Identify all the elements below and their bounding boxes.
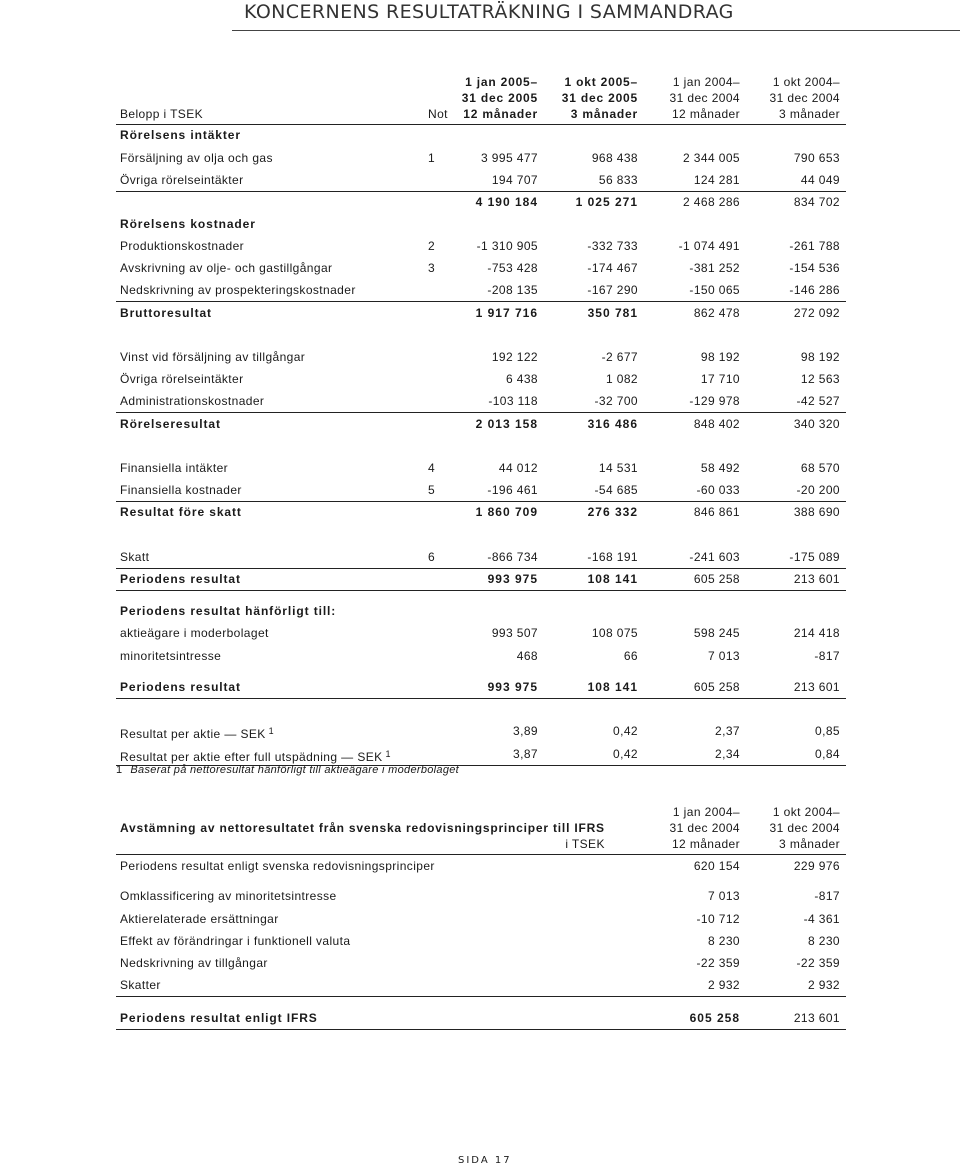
- recon-row-wrap: [116, 908, 846, 930]
- row-value-col-3: -60 033: [696, 483, 740, 497]
- income-row: [116, 600, 846, 622]
- row-value-col-1: 4 190 184: [475, 195, 538, 209]
- recon-row-wrap: [116, 885, 846, 907]
- row-value-col-1: -1 310 905: [476, 239, 538, 253]
- income-row: [116, 279, 846, 302]
- row-value-col-1: 3,89: [513, 724, 538, 738]
- income-row-wrap: [116, 368, 846, 390]
- row-value-col-4: 68 570: [800, 461, 840, 475]
- recon-value-col-1: 2 932: [707, 978, 740, 992]
- row-value-col-2: 1 082: [605, 372, 638, 386]
- row-value-col-1: -866 734: [487, 550, 538, 564]
- row-value-col-1: 1 860 709: [475, 505, 538, 519]
- row-label: Finansiella kostnader: [120, 483, 242, 497]
- row-value-col-4: 834 702: [793, 195, 840, 209]
- row-label: Övriga rörelseintäkter: [120, 173, 244, 187]
- row-value-col-3: 862 478: [693, 306, 740, 320]
- income-row: [116, 169, 846, 192]
- income-row-wrap: [116, 279, 846, 302]
- row-value-col-2: -168 191: [587, 550, 638, 564]
- row-value-col-4: 12 563: [800, 372, 840, 386]
- footnote-ref: 1: [268, 726, 275, 736]
- income-row-wrap: [116, 346, 846, 368]
- header-row: [116, 70, 846, 125]
- row-value-col-1: 1 917 716: [475, 306, 538, 320]
- row-value-col-4: 388 690: [793, 505, 840, 519]
- recon-row-wrap: [116, 952, 846, 974]
- income-row-wrap: [116, 720, 846, 742]
- header-label: Belopp i TSEK: [120, 107, 204, 121]
- header-col-1: 1 jan 2005– 31 dec 2005 12 månader: [461, 75, 538, 121]
- row-value-col-2: 0,42: [613, 747, 638, 761]
- row-value-col-3: -381 252: [689, 261, 740, 275]
- row-value-col-3: 124 281: [693, 173, 740, 187]
- row-value-col-3: -129 978: [689, 394, 740, 408]
- income-row: [116, 191, 846, 213]
- row-value-col-2: 56 833: [598, 173, 638, 187]
- recon-value-col-2: -22 359: [796, 956, 840, 970]
- income-row: [116, 413, 846, 435]
- recon-row-label: Skatter: [120, 978, 161, 992]
- row-value-col-1: 2 013 158: [475, 417, 538, 431]
- income-row: [116, 368, 846, 390]
- row-value-col-3: 2,34: [715, 747, 740, 761]
- recon-row: [116, 1007, 846, 1030]
- row-value-col-3: -241 603: [689, 550, 740, 564]
- income-row-wrap: [116, 645, 846, 667]
- row-value-col-3: 98 192: [700, 350, 740, 364]
- row-value-col-4: 213 601: [793, 680, 840, 694]
- row-note: 3: [428, 261, 436, 275]
- recon-value-col-1: 620 154: [693, 859, 740, 873]
- row-value-col-1: 194 707: [491, 173, 538, 187]
- income-row-wrap: [116, 191, 846, 213]
- income-row-wrap: [116, 622, 846, 644]
- income-row-wrap: [116, 235, 846, 257]
- row-label: Periodens resultat: [120, 680, 241, 694]
- recon-row: [116, 855, 846, 877]
- header-col-4: 1 okt 2004– 31 dec 2004 3 månader: [769, 75, 840, 121]
- row-value-col-3: 17 710: [700, 372, 740, 386]
- row-value-col-2: 276 332: [587, 505, 638, 519]
- recon-row-label: Effekt av förändringar i funktionell valuta: [120, 934, 351, 948]
- row-value-col-4: 44 049: [800, 173, 840, 187]
- recon-header-col-1: 1 jan 2004– 31 dec 2004 12 månader: [669, 805, 740, 851]
- row-value-col-4: -817: [814, 649, 840, 663]
- header-col-2: 1 okt 2005– 31 dec 2005 3 månader: [561, 75, 638, 121]
- row-note: 4: [428, 461, 436, 475]
- row-value-col-1: 468: [516, 649, 538, 663]
- row-value-col-4: 213 601: [793, 572, 840, 586]
- row-value-col-2: 108 141: [587, 680, 638, 694]
- recon-header-col-2: 1 okt 2004– 31 dec 2004 3 månader: [769, 805, 840, 851]
- row-value-col-4: 214 418: [793, 626, 840, 640]
- income-row-wrap: [116, 147, 846, 169]
- income-row: [116, 346, 846, 368]
- row-label: Vinst vid försäljning av tillgångar: [120, 350, 306, 364]
- title-rule: [232, 30, 960, 31]
- row-value-col-4: 98 192: [800, 350, 840, 364]
- header-col-3: 1 jan 2004– 31 dec 2004 12 månader: [669, 75, 740, 121]
- row-value-col-4: -261 788: [789, 239, 840, 253]
- row-value-col-3: 605 258: [693, 680, 740, 694]
- income-row: [116, 546, 846, 569]
- recon-value-col-2: -4 361: [803, 912, 840, 926]
- row-value-col-2: -174 467: [587, 261, 638, 275]
- row-note: 5: [428, 483, 436, 497]
- recon-row: [116, 952, 846, 974]
- recon-row-label: Omklassificering av minoritetsintresse: [120, 889, 337, 903]
- row-value-col-3: 7 013: [707, 649, 740, 663]
- income-row-wrap: [116, 546, 846, 569]
- recon-row-wrap: [116, 930, 846, 952]
- row-note: 6: [428, 550, 436, 564]
- recon-row-wrap: [116, 1007, 846, 1030]
- recon-title: Avstämning av nettoresultatet från svenska redovisningsprinciper till IFRS i TSEK: [120, 821, 605, 851]
- row-value-col-2: 0,42: [613, 724, 638, 738]
- footnote-text: Baserat på nettoresultat hänförligt till aktieägare i moderbolaget: [130, 764, 460, 776]
- row-label: Nedskrivning av prospekteringskostnader: [120, 283, 356, 297]
- income-row: [116, 147, 846, 169]
- row-value-col-1: 993 507: [491, 626, 538, 640]
- income-statement-header: [116, 70, 846, 125]
- income-row-wrap: [116, 213, 846, 235]
- income-row-wrap: [116, 124, 846, 146]
- row-value-col-1: 6 438: [505, 372, 538, 386]
- income-row: [116, 302, 846, 324]
- income-row: [116, 645, 846, 667]
- row-value-col-4: 0,85: [815, 724, 840, 738]
- footnote-ref: 1: [385, 749, 391, 759]
- income-row: [116, 479, 846, 502]
- row-value-col-3: 58 492: [700, 461, 740, 475]
- recon-row: [116, 930, 846, 952]
- row-value-col-2: -2 677: [601, 350, 638, 364]
- row-value-col-3: 2,37: [715, 724, 740, 738]
- income-row: [116, 568, 846, 591]
- recon-row: [116, 974, 846, 997]
- row-value-col-2: 968 438: [591, 151, 638, 165]
- recon-row: [116, 885, 846, 907]
- row-label: Finansiella intäkter: [120, 461, 229, 475]
- row-value-col-2: 108 075: [591, 626, 638, 640]
- row-value-col-1: -208 135: [487, 283, 538, 297]
- income-row-wrap: [116, 600, 846, 622]
- income-row-wrap: [116, 169, 846, 192]
- recon-row-label: Nedskrivning av tillgångar: [120, 956, 268, 970]
- income-row-wrap: [116, 302, 846, 324]
- income-row: [116, 457, 846, 479]
- income-row-wrap: [116, 257, 846, 279]
- row-value-col-3: 848 402: [693, 417, 740, 431]
- row-value-col-4: -146 286: [789, 283, 840, 297]
- row-label: Resultat före skatt: [120, 505, 242, 519]
- row-value-col-3: 2 468 286: [683, 195, 740, 209]
- income-row-wrap: [116, 457, 846, 479]
- recon-value-col-1: 8 230: [707, 934, 740, 948]
- row-label: Skatt: [120, 550, 150, 564]
- income-row-wrap: [116, 390, 846, 413]
- recon-value-col-1: -22 359: [696, 956, 740, 970]
- row-value-col-2: 350 781: [587, 306, 638, 320]
- header-note: Not: [428, 107, 448, 121]
- recon-value-col-1: 605 258: [689, 1011, 740, 1025]
- row-value-col-2: 66: [623, 649, 638, 663]
- recon-row-wrap: [116, 855, 846, 877]
- row-value-col-1: -196 461: [487, 483, 538, 497]
- row-label: Försäljning av olja och gas: [120, 151, 273, 165]
- income-row: [116, 622, 846, 644]
- row-label: Bruttoresultat: [120, 306, 212, 320]
- income-row: [116, 743, 846, 766]
- income-row-wrap: [116, 568, 846, 591]
- row-label: Resultat per aktie efter full utspädning — SEK $^1$: [120, 749, 391, 764]
- row-label: Avskrivning av olje- och gastillgångar: [120, 261, 333, 275]
- row-value-col-4: 790 653: [793, 151, 840, 165]
- recon-header-row: [116, 800, 846, 855]
- recon-row-wrap: [116, 974, 846, 997]
- row-value-col-4: -175 089: [789, 550, 840, 564]
- row-label: Resultat per aktie — SEK $^1$: [120, 726, 275, 741]
- row-label: Periodens resultat hänförligt till:: [120, 604, 337, 618]
- row-value-col-2: 316 486: [587, 417, 638, 431]
- recon-value-col-2: 213 601: [793, 1011, 840, 1025]
- row-value-col-3: -1 074 491: [678, 239, 740, 253]
- row-value-col-4: -42 527: [796, 394, 840, 408]
- row-value-col-4: 272 092: [793, 306, 840, 320]
- income-row-wrap: [116, 501, 846, 523]
- income-row: [116, 124, 846, 146]
- recon-row: [116, 908, 846, 930]
- income-row: [116, 720, 846, 742]
- row-value-col-4: 340 320: [793, 417, 840, 431]
- recon-row-label: Periodens resultat enligt IFRS: [120, 1011, 318, 1025]
- row-value-col-1: 993 975: [487, 572, 538, 586]
- row-label: Rörelsens intäkter: [120, 128, 241, 142]
- row-value-col-3: 605 258: [693, 572, 740, 586]
- row-value-col-1: 3 995 477: [481, 151, 538, 165]
- income-row: [116, 235, 846, 257]
- row-note: 1: [428, 151, 436, 165]
- row-value-col-1: 44 012: [498, 461, 538, 475]
- income-row-wrap: [116, 413, 846, 435]
- row-value-col-1: 3,87: [513, 747, 538, 761]
- row-label: Administrationskostnader: [120, 394, 265, 408]
- row-value-col-1: -753 428: [487, 261, 538, 275]
- row-value-col-2: 108 141: [587, 572, 638, 586]
- page-title: KONCERNENS RESULTATRÄKNING I SAMMANDRAG: [244, 1, 734, 23]
- row-value-col-3: -150 065: [689, 283, 740, 297]
- row-label: Rörelseresultat: [120, 417, 221, 431]
- row-value-col-2: 14 531: [598, 461, 638, 475]
- row-value-col-4: -154 536: [789, 261, 840, 275]
- row-value-col-1: 993 975: [487, 680, 538, 694]
- row-value-col-3: 598 245: [693, 626, 740, 640]
- recon-value-col-2: 2 932: [807, 978, 840, 992]
- reconciliation-header: [116, 800, 846, 855]
- row-value-col-3: 846 861: [693, 505, 740, 519]
- income-row: [116, 213, 846, 235]
- income-row: [116, 676, 846, 699]
- recon-value-col-1: -10 712: [696, 912, 740, 926]
- row-value-col-1: -103 118: [488, 394, 538, 408]
- recon-row-label: Aktierelaterade ersättningar: [120, 912, 279, 926]
- recon-value-col-2: 229 976: [793, 859, 840, 873]
- row-value-col-2: -332 733: [587, 239, 638, 253]
- recon-row-label: Periodens resultat enligt svenska redovisningsprinciper: [120, 859, 435, 873]
- recon-value-col-2: -817: [814, 889, 840, 903]
- row-value-col-4: -20 200: [796, 483, 840, 497]
- row-note: 2: [428, 239, 436, 253]
- footnote-marker: 1: [116, 764, 123, 776]
- recon-value-col-2: 8 230: [807, 934, 840, 948]
- row-label: Periodens resultat: [120, 572, 241, 586]
- recon-value-col-1: 7 013: [707, 889, 740, 903]
- row-label: aktieägare i moderbolaget: [120, 626, 269, 640]
- row-value-col-2: -167 290: [587, 283, 638, 297]
- income-row-wrap: [116, 479, 846, 502]
- income-row-wrap: [116, 676, 846, 699]
- row-label: Produktionskostnader: [120, 239, 245, 253]
- row-label: Rörelsens kostnader: [120, 217, 256, 231]
- row-value-col-2: -54 685: [594, 483, 638, 497]
- page-number: SIDA 17: [458, 1155, 512, 1166]
- row-label: Övriga rörelseintäkter: [120, 372, 244, 386]
- footnote: [116, 764, 459, 776]
- row-value-col-4: 0,84: [815, 747, 840, 761]
- income-row: [116, 390, 846, 413]
- row-value-col-1: 192 122: [491, 350, 538, 364]
- income-row-wrap: [116, 743, 846, 766]
- income-row: [116, 501, 846, 523]
- row-value-col-2: -32 700: [594, 394, 638, 408]
- income-row: [116, 257, 846, 279]
- row-label: minoritetsintresse: [120, 649, 222, 663]
- row-value-col-3: 2 344 005: [683, 151, 740, 165]
- row-value-col-2: 1 025 271: [575, 195, 638, 209]
